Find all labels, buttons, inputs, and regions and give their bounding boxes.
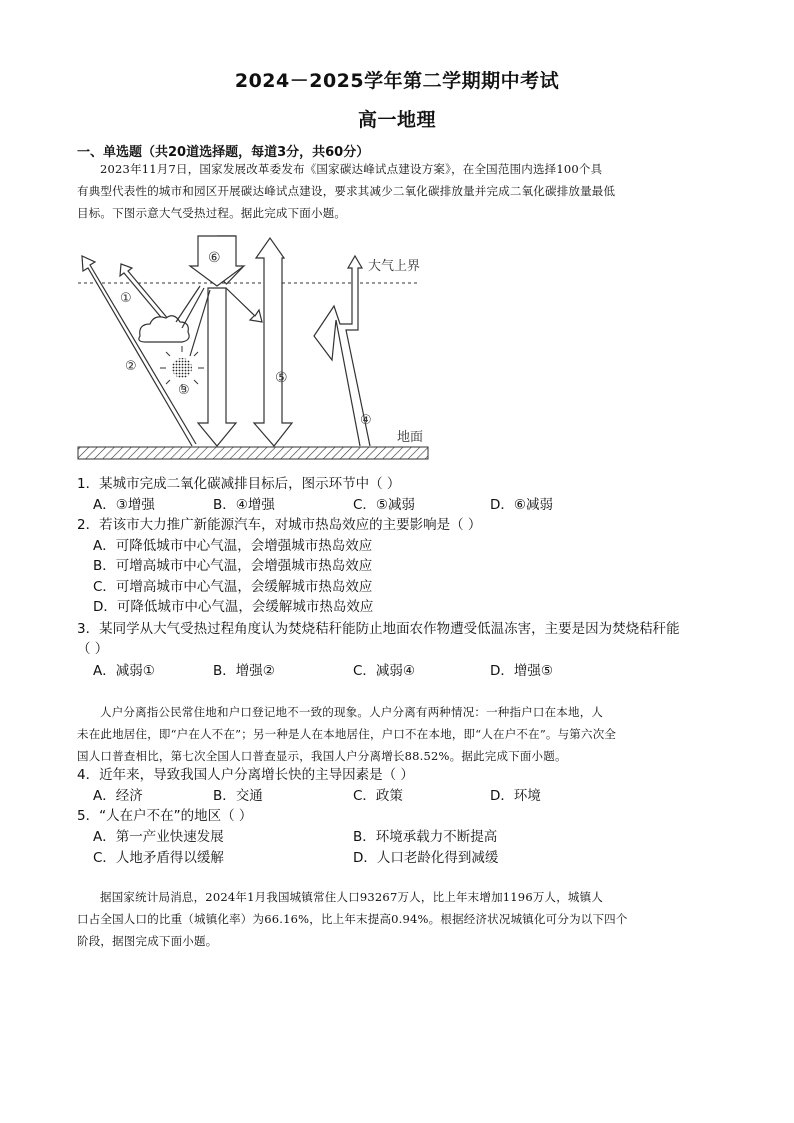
- passage-line: 据国家统计局消息，2024年1月我国城镇常住人口93267万人，比上年末增加1196万人，城镇人: [100, 890, 604, 904]
- question-5-option-d[interactable]: D．人口老龄化得到减缓: [353, 850, 499, 866]
- question-4-option-d[interactable]: D．环境: [490, 788, 541, 804]
- marker-6: ⑥: [208, 250, 221, 266]
- marker-5: ⑤: [275, 370, 288, 386]
- question-3-stem: 3．某同学从大气受热过程角度认为焚烧秸秆能防止地面农作物遭受低温冻害，主要是因为焚烧秸秆能: [77, 621, 680, 637]
- marker-4: ④: [360, 413, 372, 428]
- section-heading: 一、单选题（共20道选择题，每道3分，共60分）: [77, 145, 370, 160]
- question-3-option-d[interactable]: D．增强⑤: [490, 663, 553, 679]
- question-4-option-a[interactable]: A．经济: [93, 788, 143, 804]
- arrow-5: [254, 238, 292, 446]
- question-2-option-c[interactable]: C．可增高城市中心气温，会缓解城市热岛效应: [93, 579, 373, 595]
- passage-line: 目标。下图示意大气受热过程。据此完成下面小题。: [77, 206, 347, 220]
- question-4-option-c[interactable]: C．政策: [353, 788, 403, 804]
- passage-line: 2023年11月7日，国家发展改革委发布《国家碳达峰试点建设方案》，在全国范围内选择100个具: [100, 162, 603, 176]
- question-5-stem: 5．“人在户不在”的地区（ ）: [77, 808, 253, 824]
- atmosphere-heating-diagram: [70, 228, 440, 468]
- passage-line: 口占全国人口的比重（城镇化率）为66.16%，比上年末提高0.94%。根据经济状况城镇化可分为以下四个: [77, 912, 628, 926]
- question-5-option-a[interactable]: A．第一产业快速发展: [93, 829, 224, 845]
- passage-line: 有典型代表性的城市和园区开展碳达峰试点建设，要求其减少二氧化碳排放量并完成二氧化碳排放量最低: [77, 184, 616, 198]
- exam-subject: 高一地理: [357, 109, 436, 131]
- exam-title: 2024－2025学年第二学期期中考试: [234, 70, 560, 92]
- question-2-stem: 2．若该市大力推广新能源汽车，对城市热岛效应的主要影响是（ ）: [77, 517, 482, 533]
- question-1-option-b[interactable]: B．④增强: [213, 497, 275, 513]
- question-5-option-b[interactable]: B．环境承载力不断提高: [353, 829, 498, 845]
- label-atmosphere-top: 大气上界: [368, 259, 421, 274]
- scatter-particle-icon: [172, 358, 192, 378]
- label-ground: 地面: [397, 430, 424, 445]
- cloud-icon: [139, 316, 189, 342]
- passage-line: 人户分离指公民常住地和户口登记地不一致的现象。人户分离有两种情况：一种指户口在本地，人: [100, 705, 604, 719]
- question-3-stem-cont: （ ）: [77, 641, 109, 657]
- question-1-stem: 1．某城市完成二氧化碳减排目标后，图示环节中（ ）: [77, 476, 401, 492]
- passage-line: 国人口普查相比，第七次全国人口普查显示，我国人户分离增长88.52%。据此完成下面小题。: [77, 749, 567, 763]
- question-1-option-d[interactable]: D．⑥减弱: [490, 497, 553, 513]
- question-1-option-a[interactable]: A．③增强: [93, 497, 155, 513]
- passage-line: 未在此地居住，即“户在人不在”；另一种是人在本地居住，户口不在本地，即“人在户不在”。与第六次全: [77, 727, 617, 741]
- question-4-stem: 4．近年来，导致我国人户分离增长快的主导因素是（ ）: [77, 767, 414, 783]
- question-1-option-c[interactable]: C．⑤减弱: [353, 497, 416, 513]
- question-2-option-b[interactable]: B．可增高城市中心气温，会增强城市热岛效应: [93, 558, 373, 574]
- question-2-option-d[interactable]: D．可降低城市中心气温，会缓解城市热岛效应: [93, 599, 374, 615]
- question-3-option-b[interactable]: B．增强②: [213, 663, 275, 679]
- marker-3: ③: [178, 383, 190, 398]
- question-2-option-a[interactable]: A．可降低城市中心气温，会增强城市热岛效应: [93, 538, 373, 554]
- marker-2: ②: [125, 359, 137, 374]
- question-5-option-c[interactable]: C．人地矛盾得以缓解: [93, 850, 224, 866]
- question-3-option-a[interactable]: A．减弱①: [93, 663, 155, 679]
- question-4-option-b[interactable]: B．交通: [213, 788, 263, 804]
- passage-line: 阶段，据图完成下面小题。: [77, 934, 218, 948]
- ground-bar: [78, 447, 428, 459]
- question-3-option-c[interactable]: C．减弱④: [353, 663, 416, 679]
- marker-1: ①: [120, 291, 132, 306]
